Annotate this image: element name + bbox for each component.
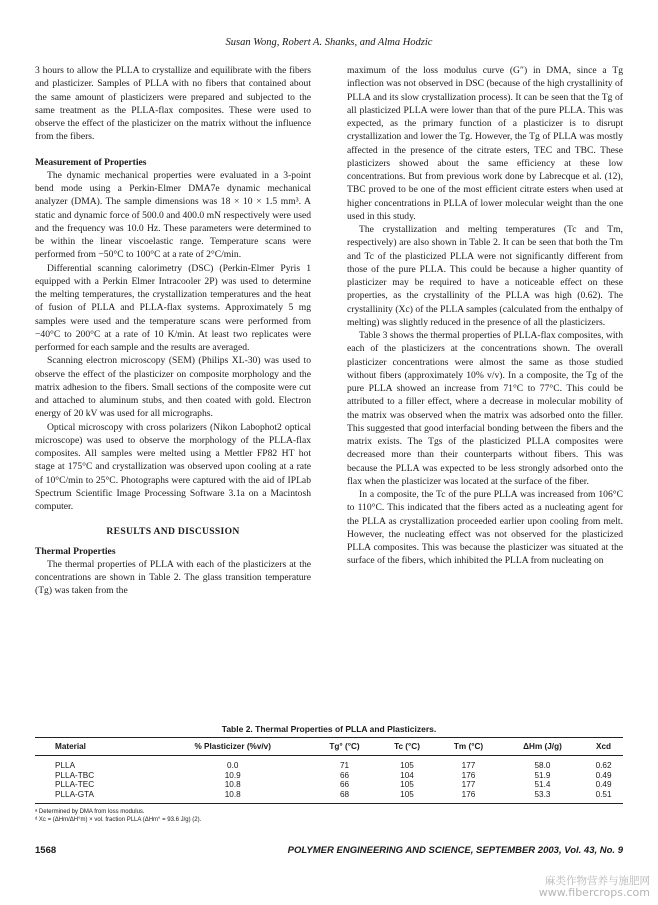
table-header-row: [35, 738, 623, 756]
table-footnotes: [35, 808, 623, 824]
table-cell: 105: [400, 761, 414, 770]
table-cell: 66: [339, 770, 350, 780]
table-row: [35, 780, 623, 790]
left-column: [35, 64, 311, 598]
column-header: % Plasticizer (%v/v): [194, 742, 271, 751]
footnote: ᵃ Determined by DMA from loss modulus.: [35, 809, 145, 815]
table-cell: PLLA-GTA: [55, 789, 94, 799]
running-header: Susan Wong, Robert A. Shanks, and Alma Hodzic: [225, 37, 433, 48]
column-header: Tc (°C): [394, 742, 420, 751]
table-cell: 0.51: [595, 789, 612, 799]
table-cell: PLLA-TBC: [55, 770, 95, 780]
table-cell: 10.8: [224, 780, 241, 789]
table-cell: 10.9: [224, 770, 241, 780]
data-table: [35, 737, 623, 804]
right-column: [347, 64, 623, 568]
table-cell: 66: [339, 780, 350, 789]
paragraph: Scanning electron microscopy (SEM) (Philips XL-30) was used to observe the effect of the plasticizer on composite morphology and the matrix adhesion to the fibers. Small sections of the composite were cut and attached to aluminum stubs, and then coated with gold. Electron energy of 20 kV was used for all micrographs.: [35, 355, 311, 420]
paragraph: Differential scanning calorimetry (DSC) (Perkin-Elmer Pyris 1 equipped with a Perkin Elmer Intracooler 2P) was used to determine the melting temperatures, the crystallization temperatures and the heat of fusion of PLLA and PLLA-flax systems. Approximately 5 mg samples were used and the temperature scans were performed from −40°C to 200°C at a rate of 10 K/min. At least two replicates were performed for each sample and the results are averaged.: [35, 262, 311, 353]
table-row: [35, 790, 623, 804]
paragraph: Optical microscopy with cross polarizers (Nikon Labophot2 optical microscope) was used to observe the morphology of the PLLA-flax composites. All samples were melted using a Mettler FP82 HT hot stage at 175°C and crystallization was observed upon cooling at a rate of 10°C/min to 25°C. Photographs were captured with the aid of IPLab Spectrum Scientific Image Processing Software 3.1a on a Macintosh computer.: [35, 421, 311, 512]
footnote: ᵈ Xc = (ΔHm/ΔH°m) × vol. fraction PLLA (ΔHm° = 93.6 J/g) (2).: [35, 817, 202, 823]
thermal-properties-table: [35, 724, 623, 824]
table-cell: 105: [400, 789, 414, 799]
page-number: 1568: [35, 845, 57, 856]
table-cell: 51.9: [534, 770, 551, 780]
table-row: [35, 771, 623, 781]
table-cell: 51.4: [534, 780, 551, 789]
table-cell: 71: [339, 761, 350, 770]
table-caption: Table 2. Thermal Properties of PLLA and Plasticizers.: [221, 724, 437, 734]
section-heading-thermal: Thermal Properties: [35, 545, 116, 557]
table-cell: 0.62: [595, 761, 612, 770]
table-cell: 53.3: [534, 789, 551, 799]
table-cell: PLLA: [55, 761, 76, 770]
table-cell: 176: [461, 770, 476, 780]
table-cell: 0.49: [595, 770, 612, 780]
table-cell: 104: [400, 770, 414, 780]
column-header: Tg° (°C): [329, 742, 360, 751]
table-cell: 58.0: [534, 761, 551, 770]
column-header: ΔHm (J/g): [523, 742, 562, 751]
section-heading-measurement: Measurement of Properties: [35, 156, 147, 168]
paragraph: 3 hours to allow the PLLA to crystallize and equilibrate with the fibers and plasticizer. Samples of PLLA with no fibers that contained about the same amount of plasticizers were prepared and subjected to the same treatment as the PLLA-flax composites. These were used to observe the effect of the plasticizer on the matrix without the influence from the fibers.: [35, 65, 311, 143]
paragraph: maximum of the loss modulus curve (G″) in DMA, since a Tg inflection was not observed in DSC (because of the high crystallinity of PLLA and its slow crystallization process). It can be seen that the Tg of all plasticized PLLA were lower than that of the pure PLLA. This was expected, as the primary function of a plasticizer is to disrupt crystallization and lower the Tg. However, the Tg of PLLA was mostly affected in the presence of the citrate esters, TEC and TBC. These plasticizers showed about the same efficiency at these low concentrations. But from previous work done by Labrecque et al. (12), TBC proved to be one of the most efficient citrate esters when used at higher concentrations in PLLA of lower molecular weight than the one used in this study.: [347, 65, 623, 222]
table-cell: 176: [461, 789, 476, 799]
paragraph: The thermal properties of PLLA with each of the plasticizers at the concentrations are shown in Table 2. The glass transition temperature (Tg) was taken from the: [35, 558, 311, 597]
table-cell: 105: [400, 780, 414, 789]
table-cell: 0.0: [227, 761, 239, 770]
paragraph: The dynamic mechanical properties were evaluated in a 3-point bend mode using a Perkin-Elmer DMA7e dynamic mechanical analyzer (DMA). The sample dimensions was 18 × 10 × 1.5 mm³. A static and dynamic force of 500.0 and 400.0 mN respectively were used and the frequency was 10.0 Hz. These parameters were determined to be within the linear viscoelastic range. Temperature scans were performed from −50°C to 100°C at a rate of 2°C/min.: [35, 169, 311, 261]
table-row: [35, 756, 623, 771]
table-cell: 0.49: [595, 780, 612, 789]
table-cell: 10.8: [224, 789, 241, 799]
watermark-text: 麻类作物营养与施肥网: [545, 875, 650, 887]
table-cell: PLLA-TEC: [55, 780, 95, 789]
watermark: [539, 875, 650, 899]
column-header: Xcd: [596, 742, 612, 751]
paragraph: Table 3 shows the thermal properties of PLLA-flax composites, with each of the plasticizers at the concentrations shown. The overall plasticizer concentrations were almost the same as those studied without fibers (approximately 10% v/v). In a composite, the Tg of the pure PLLA showed an increase from 71°C to 77°C. This could be attributed to a filler effect, where a decrease in molecular mobility of the matrix was observed when the matrix was adsorbed onto the filler. This suggested that good interfacial bonding between the fibers and the matrix exists. The Tgs of the plasticized PLLA composites were decreased more than their counterparts without fibers. This was because the PLLA was expected to be less strongly adsorbed onto the flax when the plasticizer was located at the surface of the fiber.: [347, 330, 623, 487]
journal-footer: POLYMER ENGINEERING AND SCIENCE, SEPTEMBER 2003, Vol. 43, No. 9: [287, 845, 623, 856]
table-cell: 177: [461, 780, 476, 789]
paragraph: The crystallization and melting temperatures (Tc and Tm, respectively) are also shown in Table 2. It can be seen that both the Tm and Tc of the plasticized PLLA were not significantly different from those of the pure PLLA. This could be because a higher quantity of plasticizer may be required to have a noticeable effect on these properties, as the crystallinity of the PLLA was high (0.62). The crystallinity (Xc) of the PLLA samples (calculated from the enthalpy of melting) was slightly reduced in the presence of all the plasticizers.: [347, 224, 623, 328]
column-header: Tm (°C): [453, 742, 484, 751]
table-cell: 177: [461, 761, 476, 770]
table-cell: 68: [339, 789, 350, 799]
section-heading-results: RESULTS AND DISCUSSION: [106, 526, 240, 538]
column-header: Material: [55, 742, 86, 751]
paragraph: In a composite, the Tc of the pure PLLA was increased from 106°C to 110°C. This indicated that the fibers acted as a nucleating agent for the PLLA as crystallization proceeded earlier upon cooling from melt. However, the nucleating effect was not observed for the plasticized PLLA composites. This was because the plasticizer was situated at the surface of the fibers, which inhibited the PLLA from nucleating on: [347, 489, 623, 567]
watermark-url: www.fibercrops.com: [538, 886, 650, 899]
